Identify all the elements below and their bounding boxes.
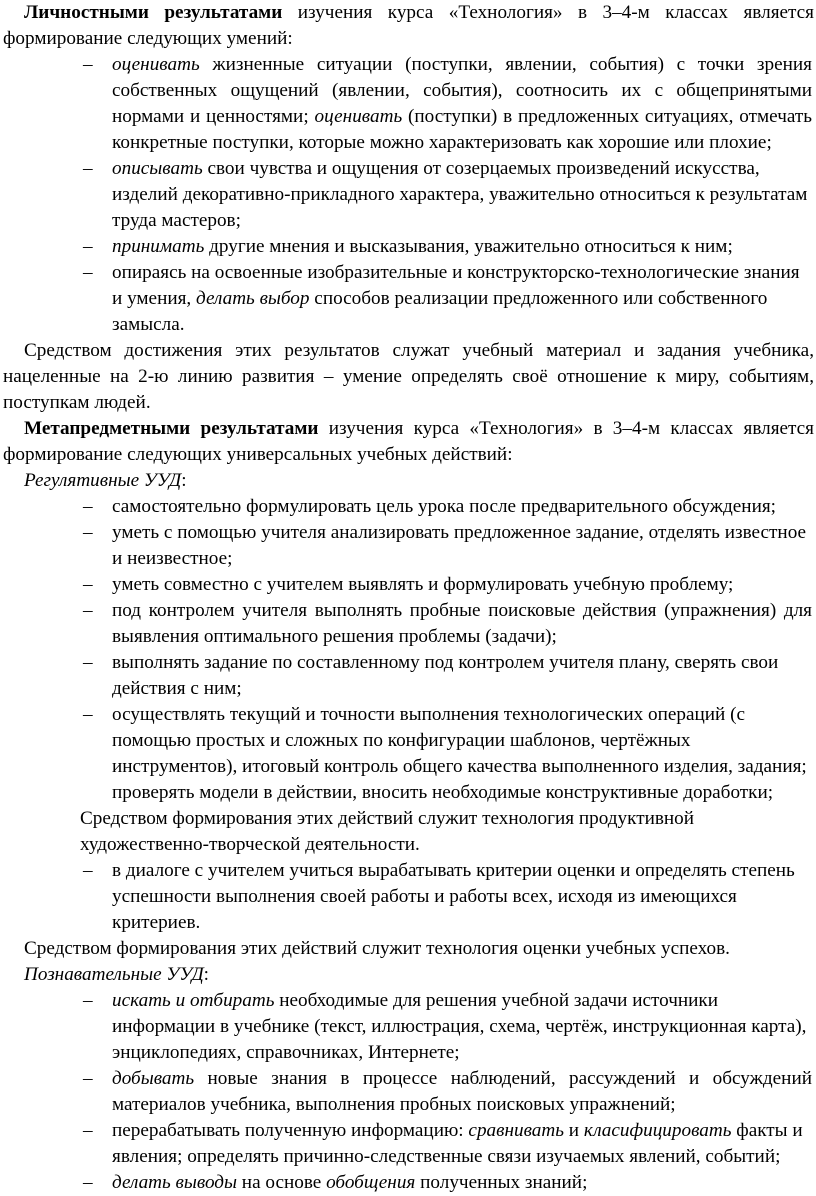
- list-item: – под контролем учителя выполнять пробные поисковые действия (упражнения) для выявления оптимального решения проблемы (задачи);: [3, 598, 814, 650]
- item-text: жизненные ситуации (поступки, явлении, события) с точки зрения собственных ощущений (явлении, события), соотносить их с общепринятыми нормами и ценностями;: [112, 54, 812, 127]
- item-text: и: [563, 1120, 584, 1141]
- term-italic: принимать: [112, 236, 205, 257]
- personal-results-term: Личностными результатами: [24, 2, 283, 23]
- term-italic: оценивать: [112, 54, 200, 75]
- item-text: факты и явления; определять причинно-следственные связи изучаемых явлений, событий;: [112, 1120, 803, 1167]
- list-item: [3, 988, 814, 1066]
- item-text: другие мнения и высказывания, уважительно относиться к ним;: [204, 236, 733, 257]
- item-text: опираясь на освоенные изобразительные и конструкторско-технологические знания и умения,: [112, 262, 800, 309]
- list-item: [3, 234, 814, 260]
- item-text: способов реализации предложенного или собственного замысла.: [112, 288, 768, 335]
- list-item: – выполнять задание по составленному под контролем учителя плану, сверять свои действия с ним;: [3, 650, 814, 702]
- personal-results-intro-text: изучения курса «Технология» в 3–4-м классах является формирование следующих умений:: [3, 2, 814, 49]
- term-italic: оценивать: [314, 106, 403, 127]
- list-item: [3, 156, 814, 234]
- list-item: – уметь с помощью учителя анализировать предложенное задание, отделять известное и неизвестное;: [3, 520, 814, 572]
- term-italic: обобщения: [326, 1172, 416, 1193]
- regulatory-list: [3, 494, 814, 806]
- item-text: перерабатывать полученную информацию:: [112, 1120, 469, 1141]
- list-item: [3, 1066, 814, 1118]
- list-item: – самостоятельно формулировать цель урока после предварительного обсуждения;: [3, 494, 814, 520]
- heading-colon: :: [181, 470, 187, 491]
- term-italic: делать выбор: [196, 288, 310, 309]
- list-item: [3, 52, 814, 156]
- list-item: [3, 1118, 814, 1170]
- term-italic: описывать: [112, 158, 203, 179]
- meta-results-intro-text: изучения курса «Технология» в 3–4-м классах является формирование следующих универсальных учебных действий:: [3, 418, 814, 465]
- heading-colon: :: [203, 964, 210, 985]
- personal-results-intro: [3, 0, 814, 52]
- item-text: на основе: [237, 1172, 327, 1193]
- meta-results-term: Метапредметными результатами: [24, 418, 319, 439]
- assessment-means-paragraph: Средством формирования этих действий служит технология оценки учебных успехов.: [24, 938, 730, 959]
- personal-skills-list: [3, 52, 814, 338]
- item-text: новые знания в процессе наблюдений, рассуждений и обсуждений материалов учебника, выполнения пробных поисковых упражнений;: [112, 1068, 812, 1115]
- regulatory-heading: [3, 468, 814, 494]
- regulatory-heading-text: Регулятивные УУД: [24, 470, 182, 491]
- meta-results-intro: [3, 416, 814, 468]
- regulatory-means-paragraph: Средством формирования этих действий служит технология продуктивной художественно-творческой деятельности.: [80, 808, 695, 855]
- term-italic: делать выводы: [112, 1172, 237, 1193]
- term-italic: сравнивать: [468, 1120, 564, 1141]
- term-italic: добывать: [112, 1068, 195, 1089]
- list-item: [3, 1170, 814, 1196]
- item-text: необходимые для решения учебной задачи источники информации в учебнике (текст, иллюстрация, схема, чертёж, инструкционная карта), энциклопедиях, справочниках, Интернете;: [112, 990, 807, 1063]
- personal-means-paragraph: Средством достижения этих результатов служат учебный материал и задания учебника, нацеленные на 2-ю линию развития – умение определять своё отношение к миру, событиям, поступкам людей.: [3, 340, 814, 413]
- item-text: полученных знаний;: [415, 1172, 588, 1193]
- list-item: – осуществлять текущий и точности выполнения технологических операций (с помощью простых и сложных по конфигурации шаблонов, чертёжных инструментов), итоговый контроль общего качества выполненного изделия, задания; проверять модели в действии, вносить необходимые конструктивные доработки;: [3, 702, 814, 806]
- term-italic: класифицировать: [583, 1120, 732, 1141]
- list-item: – уметь совместно с учителем выявлять и формулировать учебную проблему;: [3, 572, 814, 598]
- regulatory-list-2: [3, 858, 814, 936]
- cognitive-heading: [3, 962, 814, 988]
- item-text: свои чувства и ощущения от созерцаемых произведений искусства, изделий декоративно-прикладного характера, уважительно относиться к результатам труда мастеров;: [112, 158, 808, 231]
- cognitive-heading-text: Познавательные УУД: [24, 964, 204, 985]
- item-text: (поступки) в предложенных ситуациях, отмечать конкретные поступки, которые можно характеризовать как хорошие или плохие;: [112, 106, 813, 153]
- term-italic: искать и отбирать: [112, 990, 275, 1011]
- list-item: [3, 260, 814, 338]
- list-item: – в диалоге с учителем учиться вырабатывать критерии оценки и определять степень успешности выполнения своей работы и работы всех, исходя из имеющихся критериев.: [3, 858, 814, 936]
- cognitive-list: [3, 988, 814, 1196]
